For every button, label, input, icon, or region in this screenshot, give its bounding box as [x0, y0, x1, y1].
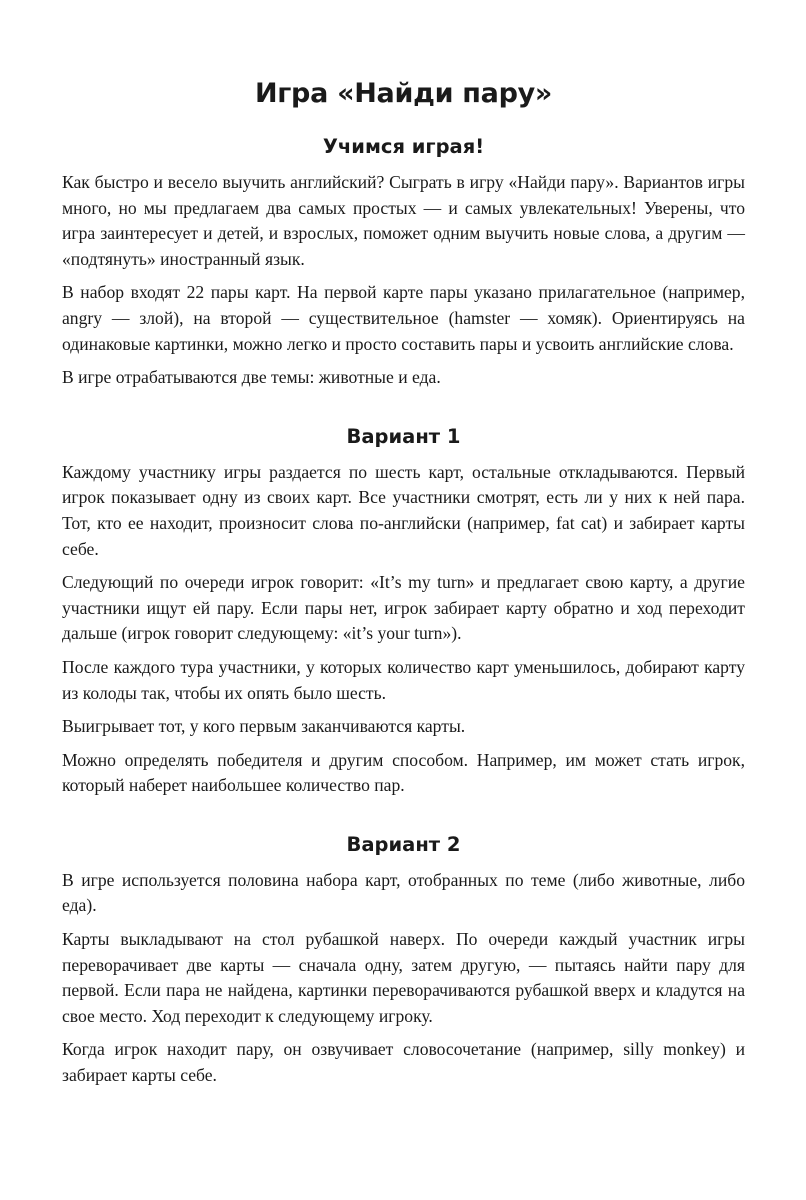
paragraph: В игре используется половина набора карт, отобранных по теме (либо животные, либо еда).	[62, 869, 745, 916]
paragraph: В игре отрабатываются две темы: животные и еда.	[62, 367, 441, 388]
paragraph: Можно определять победителя и другим способом. Например, им может стать игрок, который наберет наибольшее количество пар.	[62, 749, 745, 796]
paragraph: Как быстро и весело выучить английский? Сыграть в игру «Найди пару». Вариантов игры много, но мы предлагаем два самых простых — и самых увлекательных! Уверены, что игра заинтересует и детей, и взрослых, поможет одним выучить новые слова, а другим — «подтянуть» иностранный язык.	[62, 172, 745, 269]
section-heading-variant-2: Вариант 2	[346, 832, 461, 856]
paragraph: Следующий по очереди игрок говорит: «It’s my turn» и предлагает свою карту, а другие участники ищут ей пару. Если пары нет, игрок забирает карту обратно и ход переходит дальше (игрок говорит следующему: «it’s your turn»).	[62, 572, 745, 644]
paragraph: Карты выкладывают на стол рубашкой наверх. По очереди каждый участник игры переворачивает две карты — сначала одну, затем другую, — пытаясь найти пару для первой. Если пара не найдена, картинки переворачиваются рубашкой вверх и кладутся на свое место. Ход переходит к следующему игроку.	[62, 929, 745, 1026]
section-heading-variant-1: Вариант 1	[346, 424, 461, 448]
paragraph: Когда игрок находит пару, он озвучивает словосочетание (например, silly monkey) и забирает карты себе.	[62, 1039, 745, 1086]
document-page	[62, 78, 745, 1097]
paragraph: Каждому участнику игры раздается по шесть карт, остальные откладываются. Первый игрок показывает одну из своих карт. Все участники смотрят, есть ли у них к ней пара. Тот, кто ее находит, произносит слова по-английски (например, fat cat) и забирает карты себе.	[62, 461, 745, 559]
paragraph: После каждого тура участники, у которых количество карт уменьшилось, добирают карту из колоды так, чтобы их опять было шесть.	[62, 656, 745, 703]
page-title: Игра «Найди пару»	[254, 78, 553, 109]
paragraph: Выигрывает тот, у кого первым заканчиваются карты.	[62, 716, 466, 737]
paragraph: В набор входят 22 пары карт. На первой карте пары указано прилагательное (например, angry — злой), на второй — существительное (hamster — хомяк). Ориентируясь на одинаковые картинки, можно легко и просто составить пары и усвоить английские слова.	[62, 282, 745, 354]
section-heading-intro: Учимся играя!	[322, 135, 485, 158]
